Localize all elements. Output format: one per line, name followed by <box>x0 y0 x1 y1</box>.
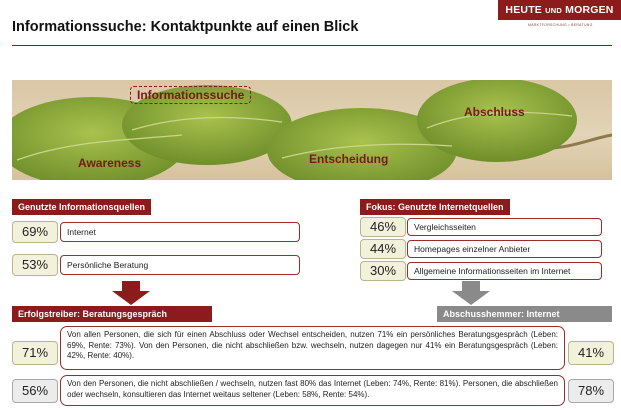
company-logo <box>498 0 621 20</box>
arrow-down-icon <box>112 281 150 305</box>
header-divider <box>12 45 612 46</box>
left-item-label: Persönliche Beratung <box>60 255 300 275</box>
driver-row1-left-pct: 71% <box>12 341 58 365</box>
driver-row2-right-pct: 78% <box>568 379 614 403</box>
page-title: Informationssuche: Kontaktpunkte auf einen Blick <box>12 19 359 35</box>
logo-tagline: MARKTFORSCHUNG • BERATUNG <box>528 23 593 27</box>
stage-abschluss: Abschluss <box>464 105 525 119</box>
right-panel-heading: Fokus: Genutzte Internetquellen <box>360 199 510 215</box>
arrow-down-icon <box>452 281 490 305</box>
left-panel-heading: Genutzte Informationsquellen <box>12 199 151 215</box>
driver-left-heading: Erfolgstreiber: Beratungsgespräch <box>12 306 212 322</box>
left-item-pct: 69% <box>12 221 58 243</box>
right-item-label: Homepages einzelner Anbieter <box>407 240 602 258</box>
driver-row1-right-pct: 41% <box>568 341 614 365</box>
logo-word-1: HEUTE <box>505 4 543 16</box>
driver-right-heading: Abschusshemmer: Internet <box>437 306 612 322</box>
stage-informationssuche: Informationssuche <box>130 86 251 104</box>
left-item-label: Internet <box>60 222 300 242</box>
stage-awareness: Awareness <box>78 156 142 170</box>
right-item-pct: 30% <box>360 261 406 281</box>
right-item-pct: 44% <box>360 239 406 259</box>
right-item-label: Vergleichsseiten <box>407 218 602 236</box>
driver-row2-left-pct: 56% <box>12 379 58 403</box>
right-item-label: Allgemeine Informationsseiten im Internet <box>407 262 602 280</box>
logo-word-3: MORGEN <box>565 4 614 16</box>
left-item-pct: 53% <box>12 254 58 276</box>
stage-entscheidung: Entscheidung <box>309 152 389 166</box>
right-item-pct: 46% <box>360 217 406 237</box>
driver-row2-text: Von den Personen, die nicht abschließen / wechseln, nutzen fast 80% das Internet (Leben: 74%, Rente: 81%). Personen, die abschließen oder wechseln, konsultieren das Internet weitaus seltener (Leben: 58%, Rente: 54%). <box>60 375 565 406</box>
driver-row1-text: Von allen Personen, die sich für einen Abschluss oder Wechsel entscheiden, nutzen 71% ein persönliches Beratungsgespräch (Leben: 69%, Rente: 73%). Von den Personen, die nicht abschließen bzw. wechseln, nutzen dagegen nur 41% ein Beratungsgespräch (Leben: 42%, Rente: 40%). <box>60 326 565 370</box>
logo-word-2: UND <box>545 6 562 15</box>
stage-banner <box>12 80 612 180</box>
